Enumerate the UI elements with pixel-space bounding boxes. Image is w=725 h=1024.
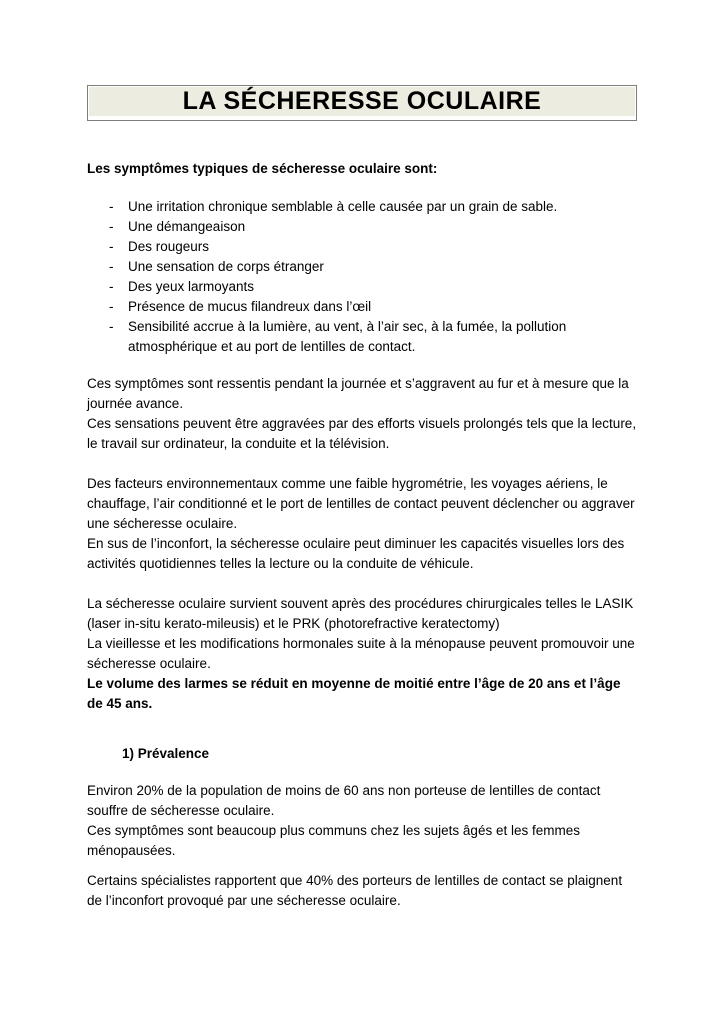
paragraph-line: Ces symptômes sont ressentis pendant la journée et s’aggravent au fur et à mesure que la journée avance. (87, 376, 629, 411)
para-symptoms-daytime (87, 374, 637, 454)
symptom-text: Des rougeurs (128, 239, 210, 254)
list-item (87, 317, 637, 357)
document-body (87, 159, 637, 911)
symptoms-list (87, 197, 637, 357)
list-item (87, 297, 637, 317)
paragraph-line: Des facteurs environnementaux comme une faible hygrométrie, les voyages aériens, le chauffage, l’air conditionné et le port de lentilles de contact peuvent déclencher ou aggraver une sécheresse oculaire. (87, 476, 635, 531)
paragraph-line: La vieillesse et les modifications hormonales suite à la ménopause peuvent promouvoir une sécheresse oculaire. (87, 636, 635, 671)
symptom-text: Des yeux larmoyants (128, 279, 255, 294)
list-item (87, 217, 637, 237)
symptom-text: Présence de mucus filandreux dans l’œil (128, 299, 372, 314)
bullet-dash: - (109, 199, 114, 214)
symptom-text: Sensibilité accrue à la lumière, au vent, à l’air sec, à la fumée, la pollution atmosphérique et au port de lentilles de contact. (128, 319, 567, 354)
para-surgery-aging (87, 594, 637, 714)
list-item (87, 257, 637, 277)
list-item (87, 197, 637, 217)
symptoms-heading: Les symptômes typiques de sécheresse oculaire sont: (87, 161, 438, 176)
list-item (87, 277, 637, 297)
bullet-dash: - (109, 219, 114, 234)
bullet-dash: - (109, 259, 114, 274)
para-environmental-factors (87, 474, 637, 574)
list-item (87, 237, 637, 257)
bullet-dash: - (109, 299, 114, 314)
section-heading-prevalence: 1) Prévalence (122, 746, 210, 761)
para-contact-lens-specialists (87, 871, 637, 911)
paragraph-line: Environ 20% de la population de moins de 60 ans non porteuse de lentilles de contact souffre de sécheresse oculaire. (87, 783, 601, 818)
page-title: LA SÉCHERESSE OCULAIRE (89, 87, 635, 116)
para-prevalence (87, 781, 637, 861)
paragraph-line: Certains spécialistes rapportent que 40% des porteurs de lentilles de contact se plaignent de l’inconfort provoqué par une sécheresse oculaire. (87, 873, 623, 908)
symptom-text: Une démangeaison (128, 219, 246, 234)
tear-volume-bold-statement: Le volume des larmes se réduit en moyenne de moitié entre l’âge de 20 ans et l’âge de 45 ans. (87, 676, 621, 711)
document-title-box (87, 85, 637, 121)
bullet-dash: - (109, 239, 114, 254)
paragraph-line: La sécheresse oculaire survient souvent après des procédures chirurgicales telles le LASIK (laser in-situ kerato-mileusis) et le PRK (photorefractive keratectomy) (87, 596, 634, 631)
bullet-dash: - (109, 279, 114, 294)
paragraph-line: Ces symptômes sont beaucoup plus communs chez les sujets âgés et les femmes ménopausées. (87, 823, 580, 858)
bullet-dash: - (109, 319, 114, 334)
paragraph-line: Ces sensations peuvent être aggravées par des efforts visuels prolongés tels que la lecture, le travail sur ordinateur, la conduite et la télévision. (87, 416, 637, 451)
paragraph-line: En sus de l’inconfort, la sécheresse oculaire peut diminuer les capacités visuelles lors des activités quotidiennes telles la lecture ou la conduite de véhicule. (87, 536, 625, 571)
symptom-text: Une sensation de corps étranger (128, 259, 324, 274)
symptom-text: Une irritation chronique semblable à celle causée par un grain de sable. (128, 199, 558, 214)
